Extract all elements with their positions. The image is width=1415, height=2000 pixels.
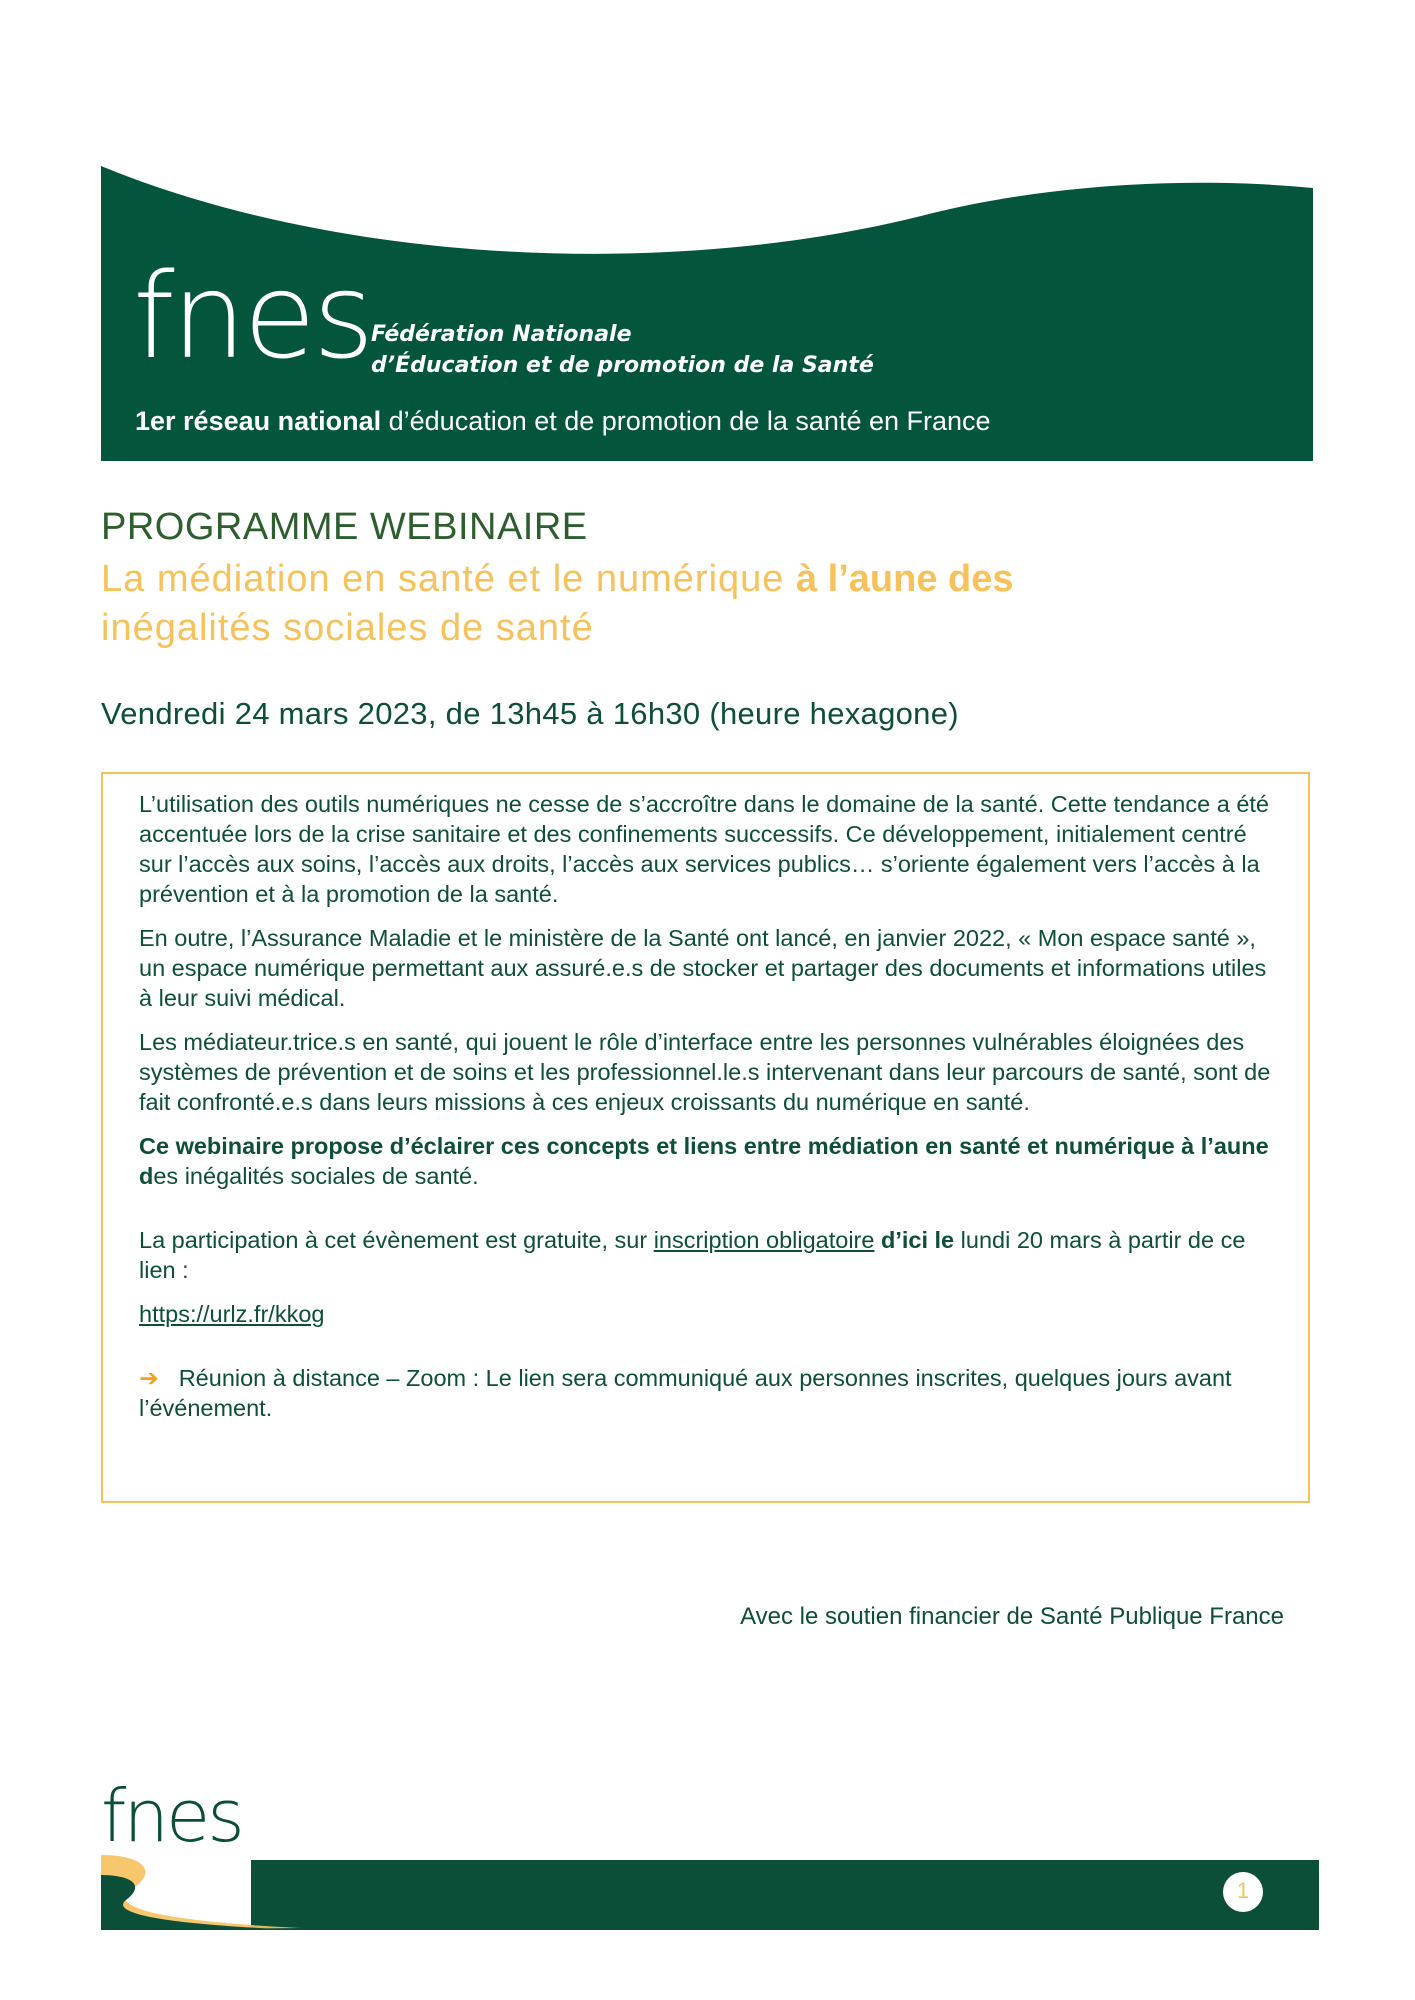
organization-name-line1: Fédération Nationale xyxy=(371,322,632,347)
description-box xyxy=(101,772,1310,1503)
event-date: Vendredi 24 mars 2023, de 13h45 à 16h30 (heure hexagone) xyxy=(101,696,959,731)
program-label: PROGRAMME WEBINAIRE xyxy=(101,506,588,548)
fnes-logo: fnes xyxy=(133,247,372,385)
organization-name-line2: d’Éducation et de promotion de la Santé xyxy=(371,353,874,378)
title-line2: inégalités sociales de santé xyxy=(101,607,594,649)
registration-text-a: La participation à cet évènement est gratuite, sur xyxy=(139,1227,654,1253)
purpose-bold: Ce webinaire propose d’éclairer ces concepts et liens entre médiation en santé et numérique à l’aune d xyxy=(139,1133,1269,1189)
banner-tagline xyxy=(135,406,991,437)
title-bold: à l’aune des xyxy=(795,558,1014,600)
paragraph-purpose xyxy=(139,1131,1279,1191)
header-banner xyxy=(101,166,1313,461)
registration-text-b: lundi 20 mars à partir de ce lien : xyxy=(139,1227,1246,1283)
tagline-bold: 1er réseau national xyxy=(135,406,382,436)
organization-name xyxy=(371,319,874,381)
footer-name-line1: Fédération Nationale xyxy=(298,1877,441,1891)
registration-required-link[interactable]: inscription obligatoire xyxy=(653,1227,875,1253)
footer-name-line2: d’Education et xyxy=(342,1893,441,1907)
paragraph-mediateurs: Les médiateur.trice.s en santé, qui jouent le rôle d’interface entre les personnes vulnérables éloignées des systèmes de prévention et de soins et les professionnel.le.s intervenant dans leur parcours de santé, sont de fait confronté.e.s dans leurs missions à ces enjeux croissants du numérique en santé. xyxy=(139,1029,1271,1115)
registration-deadline-bold: d’ici le xyxy=(874,1227,955,1253)
footer-organization-name xyxy=(171,1876,441,1924)
paragraph-mon-espace-sante: En outre, l’Assurance Maladie et le ministère de la Santé ont lancé, en janvier 2022, « Mon espace santé », un espace numérique permettant aux assuré.e.s de stocker et partager des documents et informations utiles à leur suivi médical. xyxy=(139,925,1267,1011)
footer xyxy=(101,1774,1319,1930)
footer-name-line3: de promotion de la Santé xyxy=(269,1909,441,1923)
zoom-text: Réunion à distance – Zoom : Le lien sera communiqué aux personnes inscrites, quelques jours avant l’événement. xyxy=(139,1365,1232,1421)
paragraph-registration xyxy=(139,1225,1279,1285)
paragraph-intro: L’utilisation des outils numériques ne cesse de s’accroître dans le domaine de la santé. Cette tendance a été accentuée lors de la crise sanitaire et des confinements successifs. Ce développement, initialement centré sur l’accès aux soins, l’accès aux droits, l’accès aux services publics… s’oriente également vers l’accès à la prévention et à la promotion de la santé. xyxy=(139,791,1269,907)
footer-fnes-logo: fnes xyxy=(101,1774,242,1858)
funding-support-text: Avec le soutien financier de Santé Publique France xyxy=(740,1603,1284,1630)
title-regular: La médiation en santé et le numérique xyxy=(101,558,796,600)
purpose-rest: es inégalités sociales de santé. xyxy=(153,1163,479,1189)
arrow-right-icon: ➔ xyxy=(139,1365,159,1391)
paragraph-zoom xyxy=(139,1363,1279,1423)
tagline-rest: d’éducation et de promotion de la santé en France xyxy=(381,406,991,436)
webinar-title xyxy=(101,555,1251,653)
page-number-badge: 1 xyxy=(1223,1872,1263,1912)
registration-url-paragraph xyxy=(139,1299,1279,1329)
registration-url-link[interactable]: https://urlz.fr/kkog xyxy=(139,1301,325,1327)
